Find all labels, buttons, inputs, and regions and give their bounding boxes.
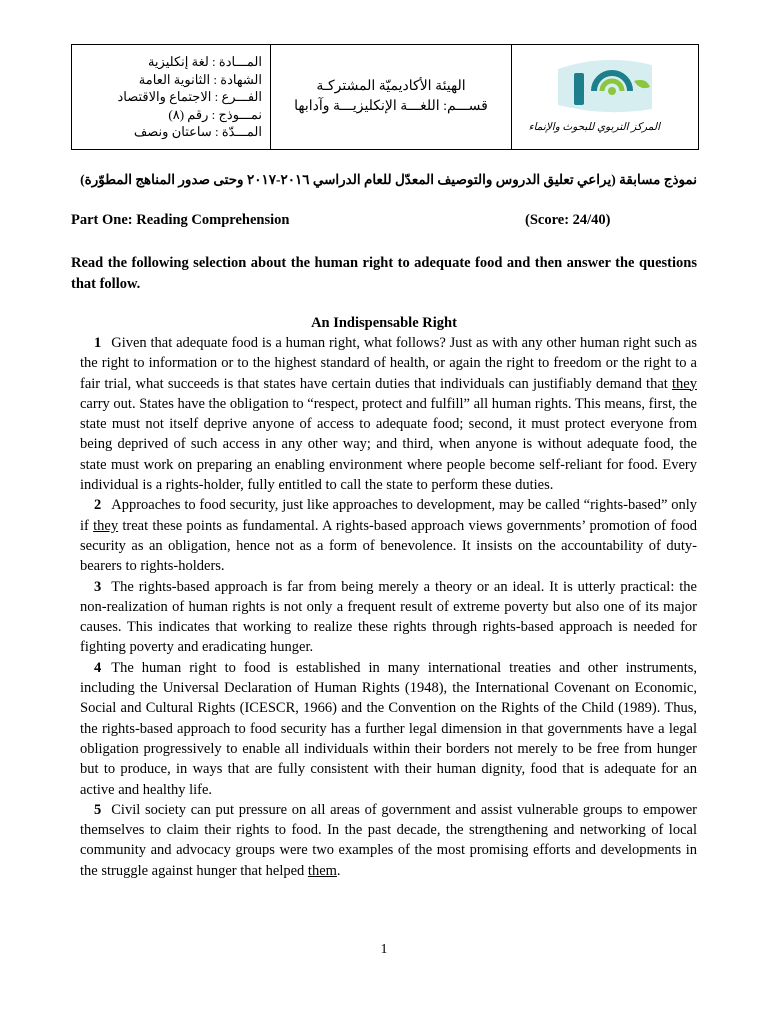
logo-dot: [608, 87, 616, 95]
paragraph-2: [80, 495, 697, 576]
paragraph-text: Given that adequate food is a human right, what follows? Just as with any other human right such as the right to information or to the highest standard of health, or again the right to freedom or the right to a fair trial, what succeeds is that states have certain duties that individuals can justifiably demand that: [80, 335, 697, 392]
paragraph-number: 1: [94, 335, 102, 351]
header-table: [71, 44, 699, 150]
crdp-logo: [528, 51, 660, 143]
part-score: (Score: 24/40): [525, 212, 611, 228]
institution-cell: [271, 45, 512, 150]
model-note: نموذج مسابقة (يراعي تعليق الدروس والتوصيف المعدّل للعام الدراسي ٢٠١٦-٢٠١٧ وحتى صدور المناهج المطوّرة): [80, 172, 697, 187]
paragraph-1: [80, 333, 697, 495]
paragraph-number: 4: [94, 659, 102, 676]
exam-info-cell: [72, 45, 271, 150]
underlined-reference: they: [93, 517, 119, 534]
paragraph-4: [80, 658, 697, 800]
paragraph-number: 3: [94, 578, 102, 595]
underlined-reference: them: [307, 862, 337, 879]
certificate-line: الشهادة : الثانوية العامة: [138, 71, 262, 87]
paragraph-text: .: [336, 862, 341, 879]
logo-caption: المركز التربوي للبحوث والإنماء: [528, 122, 660, 133]
logo-bar: [574, 73, 584, 105]
logo-cell: [512, 45, 699, 150]
paragraph-number: 2: [94, 497, 102, 514]
subject-line: المـــادة : لغة إنكليزية: [147, 54, 262, 70]
underlined-reference: they: [672, 375, 697, 392]
paragraph-number: 5: [94, 801, 102, 818]
paragraph-text: Approaches to food security, just like approaches to development, may be called “rights-based” only if: [80, 497, 697, 534]
paragraph-text: treat these points as fundamental. A rights-based approach views governments’ promotion of food security as an obligation, hence not as a form of benevolence. It insists on the accountability of duty-bearers to rights-holders.: [80, 517, 698, 575]
crdp-logo-icon: [550, 51, 660, 117]
paragraph-3: [80, 577, 697, 658]
article-title: An Indispensable Right: [311, 315, 457, 331]
page-number: 1: [380, 942, 388, 957]
department-name: قســـم: اللغـــة الإنكليزيـــة وآدابها: [294, 99, 488, 114]
duration-line: المـــدّة : ساعتان ونصف: [133, 124, 262, 140]
paragraph-text: carry out. States have the obligation to “respect, protect and fulfill” all human rights. This means, first, the state must not itself deprive anyone of access to adequate food; second, it must protect everyone from being deprived of such access in any other way; and third, when anyone is without adequate food, the state must work on preparing an enabling environment where people become self-reliant for food. Every individual is a rights-holder, fully entitled to call the state to perform these duties.: [80, 395, 697, 494]
instructions: Read the following selection about the human right to adequate food and then answer the questions that follow.: [71, 255, 697, 292]
part-title: Part One: Reading Comprehension: [71, 212, 290, 228]
branch-line: الفـــرع : الاجتماع والاقتصاد: [117, 89, 262, 105]
paragraph-text: Civil society can put pressure on all areas of government and assist vulnerable groups to empower themselves to claim their rights to food. In the past decade, the strengthening and networking of local community and advocacy groups were two examples of the most promising efforts and developments in the struggle against hunger that helped: [80, 801, 697, 879]
paragraph-text: The human right to food is established in many international treaties and other instruments, including the Universal Declaration of Human Rights (1948), the International Covenant on Economic, Social and Cultural Rights (ICESCR, 1966) and the Convention on the Rights of the Child (1989). Thus, the rights-based approach to food security has a further legal dimension in that governments have a legal obligation progressively to enable all individuals within their borders not merely to be free from hunger but to produce, in ways that are fully consistent with their human dignity, food that is adequate for an active and healthy life.: [80, 659, 697, 798]
paragraph-text: The rights-based approach is far from being merely a theory or an ideal. It is utterly practical: the non-realization of human rights is not only a frequent result of extreme poverty but also one of its major causes. This indicates that working to realize these rights through rights-based approach is needed for fighting poverty and eradicating hunger.: [80, 578, 697, 656]
institution-name: الهيئة الأكاديميّة المشتركـة: [316, 79, 466, 94]
paragraph-5: [80, 800, 697, 881]
article-body: [80, 333, 697, 881]
model-number-line: نمـــوذج : رقم (٨): [168, 106, 262, 122]
